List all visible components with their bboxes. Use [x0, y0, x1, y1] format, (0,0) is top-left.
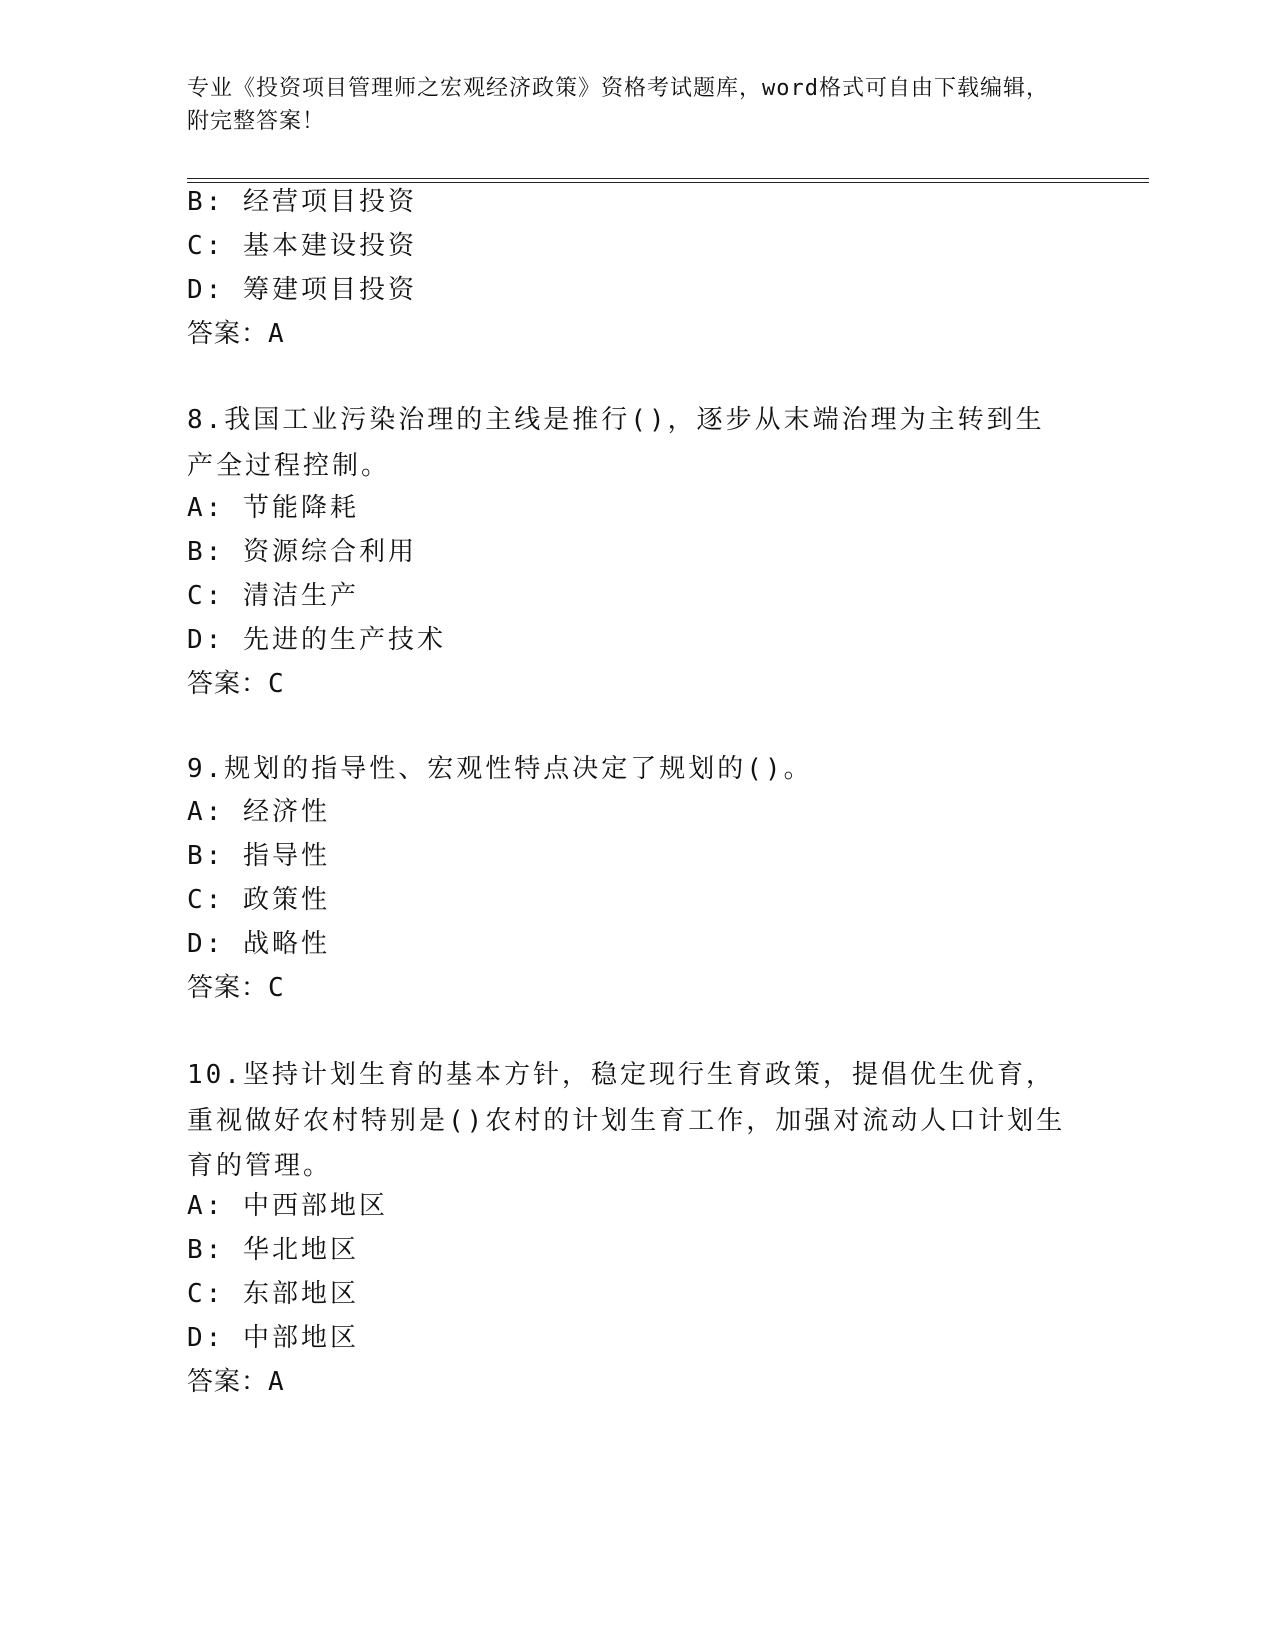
- question-text: 9.规划的指导性、宏观性特点决定了规划的()。: [187, 754, 813, 784]
- answer: 答案：C: [187, 973, 285, 1003]
- option-c: C: 清洁生产: [187, 581, 359, 611]
- option-b: B: 指导性: [187, 841, 330, 871]
- option-d: D: 战略性: [187, 929, 330, 959]
- question-text: 8.我国工业污染治理的主线是推行()，逐步从末端治理为主转到生产全过程控制。: [187, 405, 1045, 481]
- document-header: 专业《投资项目管理师之宏观经济政策》资格考试题库，word格式可自由下载编辑，附完整答案！: [187, 76, 1049, 134]
- option-c: C: 政策性: [187, 885, 330, 915]
- answer: 答案：C: [187, 669, 285, 699]
- option-c: C: 基本建设投资: [187, 231, 417, 261]
- option-b: B: 华北地区: [187, 1235, 359, 1265]
- option-a: A: 节能降耗: [187, 493, 359, 523]
- option-d: D: 中部地区: [187, 1323, 359, 1353]
- option-d: D: 先进的生产技术: [187, 625, 446, 655]
- option-b: B: 资源综合利用: [187, 537, 417, 567]
- question-text: 10.坚持计划生育的基本方针，稳定现行生育政策，提倡优生优育，重视做好农村特别是()农村的计划生育工作，加强对流动人口计划生育的管理。: [187, 1060, 1066, 1181]
- answer: 答案：A: [187, 1367, 285, 1397]
- option-c: C: 东部地区: [187, 1279, 359, 1309]
- option-a: A: 中西部地区: [187, 1191, 388, 1221]
- option-b: B: 经营项目投资: [187, 187, 417, 217]
- option-d: D: 筹建项目投资: [187, 275, 417, 305]
- option-a: A: 经济性: [187, 797, 330, 827]
- header-divider: [187, 178, 1149, 183]
- answer: 答案：A: [187, 319, 285, 349]
